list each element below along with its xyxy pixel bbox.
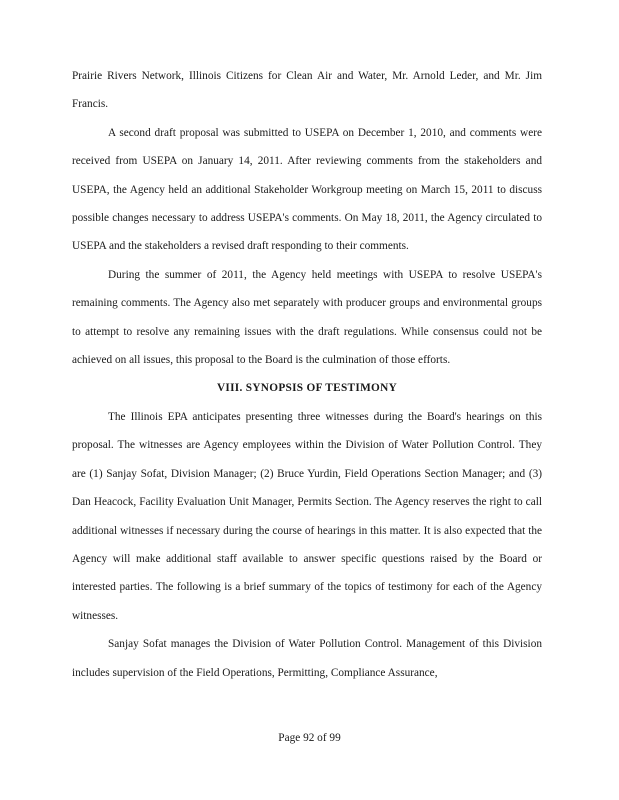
- paragraph-summer-meetings: During the summer of 2011, the Agency held meetings with USEPA to resolve USEPA's remaining comments. The Agency also met separately with producer groups and environmental groups to attempt to resolve any remaining issues with the draft regulations. While consensus could not be achieved on all issues, this proposal to the Board is the culmination of those efforts.: [72, 268, 542, 367]
- paragraph-sofat: Sanjay Sofat manages the Division of Water Pollution Control. Management of this Division includes supervision of the Field Operations, Permitting, Compliance Assurance,: [72, 638, 542, 679]
- paragraph-witnesses: The Illinois EPA anticipates presenting three witnesses during the Board's hearings on this proposal. The witnesses are Agency employees within the Division of Water Pollution Control. They are (1) Sanjay Sofat, Division Manager; (2) Bruce Yurdin, Field Operations Section Manager; and (3) Dan Heacock, Facility Evaluation Unit Manager, Permits Section. The Agency reserves the right to call additional witnesses if necessary during the course of hearings in this matter. It is also expected that the Agency will make additional staff available to answer specific questions raised by the Board or interested parties. The following is a brief summary of the topics of testimony for each of the Agency witnesses.: [72, 410, 542, 622]
- document-body: [72, 62, 542, 687]
- paragraph-continuation: Prairie Rivers Network, Illinois Citizens for Clean Air and Water, Mr. Arnold Leder, and Mr. Jim Francis.: [72, 70, 542, 111]
- page-number-footer: Page 92 of 99: [278, 732, 341, 744]
- paragraph-second-draft: A second draft proposal was submitted to USEPA on December 1, 2010, and comments were received from USEPA on January 14, 2011. After reviewing comments from the stakeholders and USEPA, the Agency held an additional Stakeholder Workgroup meeting on March 15, 2011 to discuss possible changes necessary to address USEPA's comments. On May 18, 2011, the Agency circulated to USEPA and the stakeholders a revised draft responding to their comments.: [72, 126, 542, 253]
- section-heading: VIII. SYNOPSIS OF TESTIMONY: [216, 382, 398, 395]
